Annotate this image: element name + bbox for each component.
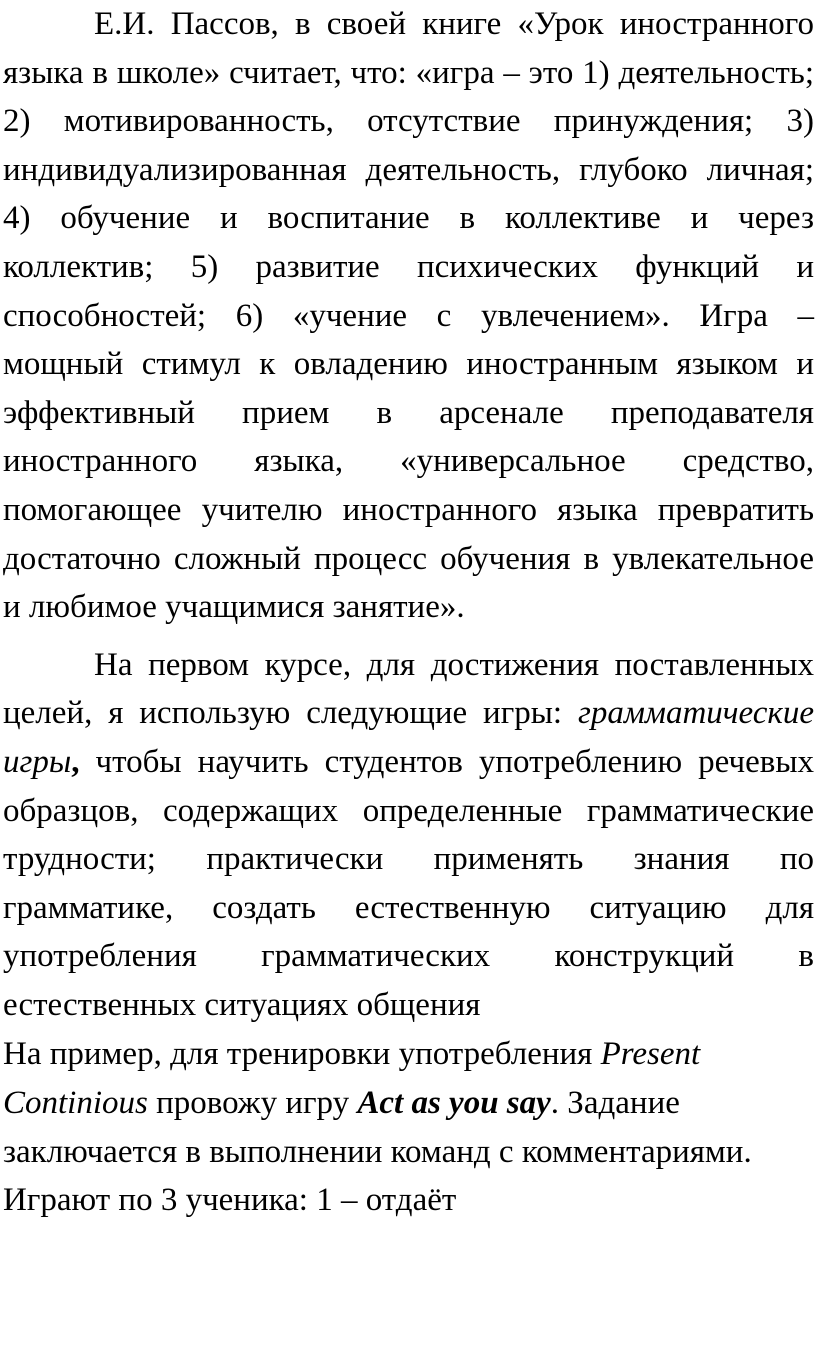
body-paragraph xyxy=(3,632,814,1030)
paragraph-text: На первом курсе, для достижения поставленных целей, я использую следующие игры: xyxy=(3,646,814,732)
paragraph-text: . Задание заключается в выполнении команд с комментариями. Играют по 3 ученика: 1 – отдаёт xyxy=(3,1085,752,1219)
paragraph-text: чтобы научить студентов употреблению речевых образцов, содержащих определенные грамматические трудности; практически применять знания по грамматике, создать естественную ситуацию для употребления грамматических конструкций в естественных ситуациях общения xyxy=(3,743,814,1023)
paragraph-text: провожу игру xyxy=(147,1085,358,1122)
paragraph-text: На пример, для тренировки употребления xyxy=(3,1036,601,1073)
punctuation: , xyxy=(71,743,80,780)
emphasized-term: грамматические игры xyxy=(3,695,814,780)
game-name: Act as you say xyxy=(357,1085,551,1122)
tense-name: Present Continious xyxy=(3,1036,701,1122)
paragraph-text: Е.И. Пассов, в своей книге «Урок иностранного языка в школе» считает, что: «игра – это 1) деятельность; 2) мотивированность, отсутствие принуждения; 3) индивидуализированная деятельность, глубоко личная; 4) обучение и воспитание в коллективе и через коллектив; 5) развитие психических функций и способностей; 6) «учение с увлечением». Игра – мощный стимул к овладению иностранным языком и эффективный прием в арсенале преподавателя иностранного языка, «универсальное средство, помогающее учителю иностранного языка превратить достаточно сложный процесс обучения в увлекательное и любимое учащимися занятие». xyxy=(3,6,814,626)
body-paragraph xyxy=(3,1029,814,1224)
body-paragraph xyxy=(3,0,814,632)
